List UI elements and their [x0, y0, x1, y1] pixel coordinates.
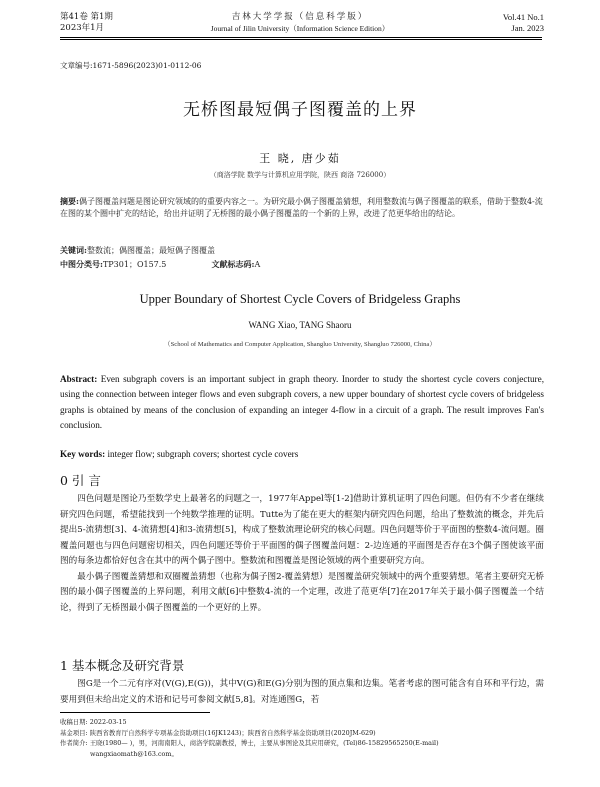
affiliation-en: （School of Mathematics and Computer Application, Shangluo University, Shangluo 726000, China） — [164, 341, 436, 348]
doc-code-value: A — [254, 260, 261, 269]
keywords-en-label: Key words: — [60, 449, 106, 459]
paper-title-en: Upper Boundary of Shortest Cycle Covers of Bridgeless Graphs — [139, 292, 461, 306]
classification — [60, 258, 260, 271]
abstract-cn-label: 摘要: — [60, 196, 79, 206]
footnote-received: 收稿日期: 2022-03-15 — [60, 718, 127, 726]
footnote-bio: 作者简介: 王晓(1980— )，男，河南南阳人，商洛学院副教授，博士，主要从事图论及其应用研究，(Tel)86-15829565250(E-mail) — [60, 739, 439, 747]
footnote-email: wangxiaomath@163.com。 — [90, 749, 178, 758]
section-1-body — [60, 677, 544, 708]
abstract-cn-text: 偶子图覆盖问题是图论研究领域的的重要内容之一。为研究最小偶子图覆盖猜想，利用整数流与偶子图覆盖的联系，借助于整数4-流在图的某个圈中扩充的结论，给出并证明了无桥图的最小偶子图覆盖的一个新的上界，改进了范更华给出的结论。 — [60, 197, 543, 218]
paper-title-cn: 无桥图最短偶子图覆盖的上界 — [183, 100, 417, 120]
volume-issue-cn: 第41卷 第1期 — [60, 12, 113, 22]
header-rule-bottom — [60, 39, 542, 40]
journal-name-cn: 吉林大学学报（信息科学版） — [231, 12, 369, 22]
affiliation-cn: （商洛学院 数学与计算机应用学院，陕西 商洛 726000） — [209, 171, 391, 179]
footnote-funding: 基金项目: 陕西省教育厅自然科学专项基金资助项目(16JK1243)；陕西省自然科学基金资助项目(2020JM-629) — [60, 728, 376, 737]
authors-en: WANG Xiao, TANG Shaoru — [248, 320, 352, 330]
authors-cn: 王 晓, 唐少茹 — [259, 152, 341, 165]
abstract-en-label: Abstract: — [60, 374, 98, 384]
section-0-paragraph-1: 四色问题是图论乃至数学史上最著名的问题之一，1977年Appel等[1-2]借助计算机证明了四色问题。但仍有不少者在继续研究四色问题，希望能找到一个纯数学推理的证明。Tutte为了能在更大的框架内研究四色问题，给出了整数流的概念，并先后提出5-流猜想[3]、4-流猜想[4]和3-流猜想[5]，构成了整数流理论研究的核心问题。四色问题等价于平面图的整数4-流问题。圈覆盖问题也与四色问题密切相关，四色问题还等价于平面图的偶子图覆盖问题：2-边连通的平面图是否存在3个偶子图使该平面图的每条边都恰好包含在其中的两个偶子图中。整数流和图覆盖是图论领域的两个重要研究方向。 — [60, 494, 544, 566]
section-0-body — [60, 492, 544, 616]
header-rule-top — [60, 37, 542, 38]
keywords-cn-label: 关键词: — [60, 245, 87, 255]
volume-issue-en: Vol.41 No.1 — [502, 12, 544, 22]
footnote-rule — [60, 712, 210, 713]
clc-value: TP301；O157.5 — [102, 260, 167, 269]
journal-name-en: Journal of Jilin University（Information Science Edition） — [210, 24, 390, 33]
article-number: 文章编号:1671-5896(2023)01-0112-06 — [60, 61, 202, 70]
date-cn: 2023年1月 — [60, 23, 105, 33]
doc-code-label: 文献标志码: — [211, 259, 255, 269]
keywords-cn — [60, 244, 215, 257]
abstract-cn — [60, 195, 544, 220]
abstract-en — [60, 372, 544, 434]
section-1-heading: 1 基本概念及研究背景 — [60, 658, 185, 673]
section-0-heading: 0 引 言 — [60, 473, 101, 488]
keywords-en — [60, 449, 298, 459]
footnotes — [60, 717, 544, 759]
section-1-paragraph-1: 图G是一个二元有序对(V(G),E(G))，其中V(G)和E(G)分别为图的顶点集和边集。笔者考虑的图可能含有自环和平行边，需要用到但未给出定义的术语和记号可参阅文献[5,8]。对连通图G，若 — [60, 679, 544, 705]
abstract-en-text: Even subgraph covers is an important subject in graph theory. Inorder to study the shortest cycle covers conjecture, using the connection between integer flows and even subgraph covers, a new upper boundary of shortest cycle covers of bridgeless graphs is obtained by means of the conclusion of expanding an integer 4-flow in a circuit of a graph. The result improves Fan's conclusion. — [60, 374, 544, 431]
keywords-cn-text: 整数流；偶图覆盖；最短偶子图覆盖 — [86, 246, 215, 255]
section-0-paragraph-2: 最小偶子图覆盖猜想和双圈覆盖猜想（也称为偶子图2-覆盖猜想）是图覆盖研究领域中的两个重要猜想。笔者主要研究无桥图的最小偶子图覆盖的上界问题，利用文献[6]中整数4-流的一个定理，改进了范更华[7]在2017年关于最小偶子图覆盖一个结论，得到了无桥图最小偶子图覆盖的一个更好的上界。 — [60, 571, 544, 613]
clc-label: 中图分类号: — [60, 259, 103, 269]
keywords-en-text: integer flow; subgraph covers; shortest cycle covers — [105, 449, 299, 459]
date-en: Jan. 2023 — [511, 23, 544, 33]
